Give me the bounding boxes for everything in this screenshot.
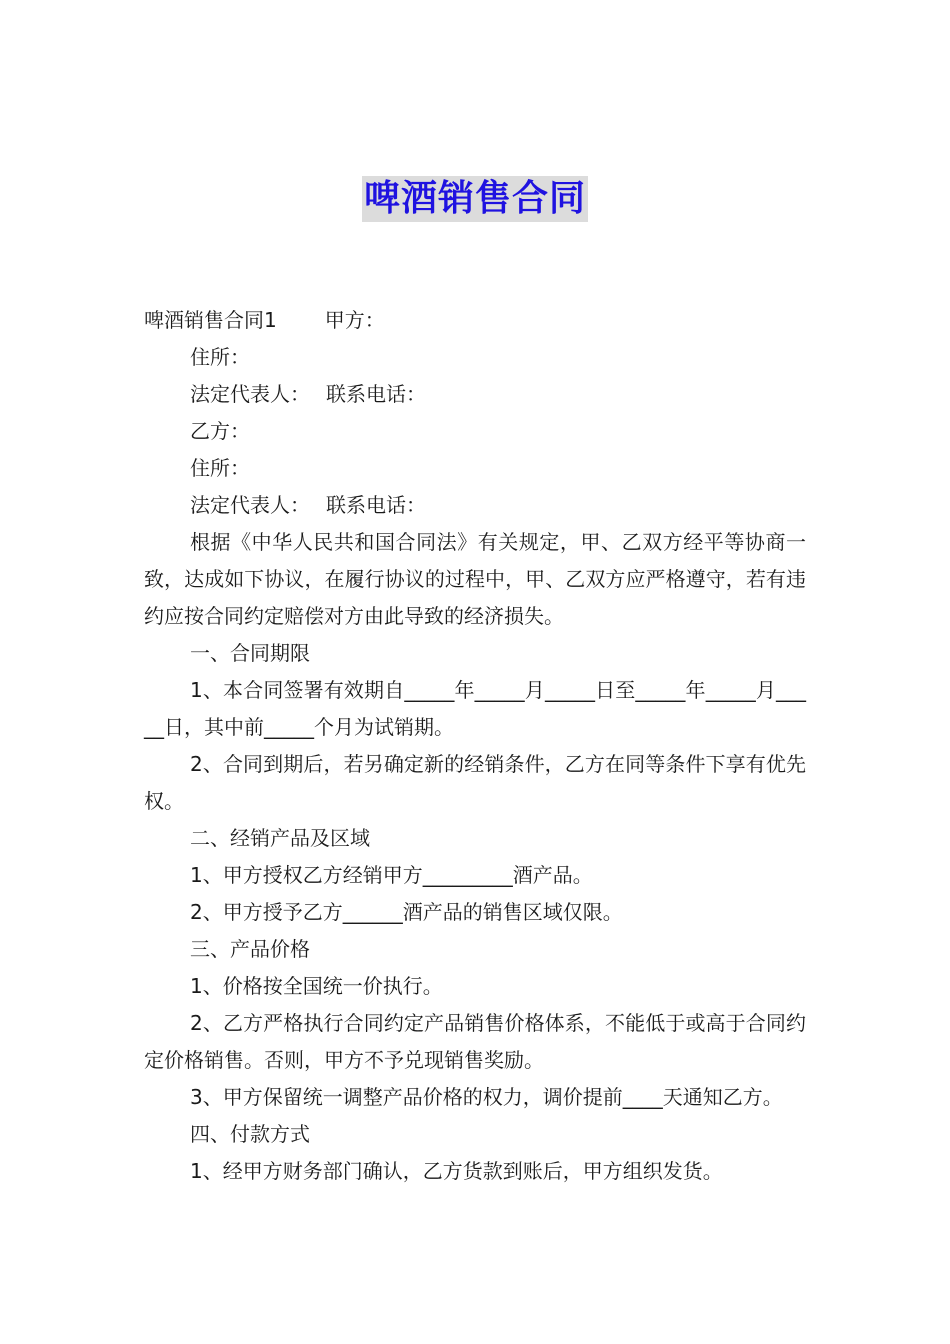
clause-price-3: 3、甲方保留统一调整产品价格的权力，调价提前____天通知乙方。 <box>190 1085 783 1109</box>
section-heading-products: 二、经销产品及区域 <box>190 826 370 850</box>
party-b-address: 住所： <box>190 456 250 480</box>
party-b-contact-line <box>144 487 806 524</box>
clause-products-1: 1、甲方授权乙方经销甲方_________酒产品。 <box>190 863 593 887</box>
party-a-legal-rep: 法定代表人： <box>190 382 310 406</box>
clause-payment-1: 1、经甲方财务部门确认，乙方货款到账后，甲方组织发货。 <box>190 1159 723 1183</box>
party-b-legal-rep: 法定代表人： <box>190 493 310 517</box>
clause-term-1: 1、本合同签署有效期自_____年_____月_____日至_____年_____月_____日，其中前_____个月为试销期。 <box>144 678 806 739</box>
party-a-label: 甲方： <box>324 308 385 332</box>
party-a-line <box>144 302 806 339</box>
title-container <box>0 176 950 222</box>
document-title: 啤酒销售合同 <box>362 176 588 222</box>
section-heading-payment: 四、付款方式 <box>190 1122 310 1146</box>
clause-term-2: 2、合同到期后，若另确定新的经销条件，乙方在同等条件下享有优先权。 <box>144 752 806 813</box>
document-body <box>144 302 806 1190</box>
clause-products-2: 2、甲方授予乙方______酒产品的销售区域仅限。 <box>190 900 623 924</box>
party-a-phone: 联系电话： <box>326 382 426 406</box>
section-heading-price: 三、产品价格 <box>190 937 310 961</box>
party-b-label: 乙方： <box>190 419 250 443</box>
section-heading-term: 一、合同期限 <box>190 641 310 665</box>
clause-price-2: 2、乙方严格执行合同约定产品销售价格体系，不能低于或高于合同约定价格销售。否则，甲方不予兑现销售奖励。 <box>144 1011 806 1072</box>
contract-heading: 啤酒销售合同1 <box>144 308 277 332</box>
clause-price-1: 1、价格按全国统一价执行。 <box>190 974 443 998</box>
party-a-address: 住所： <box>190 345 250 369</box>
paragraph-preamble: 根据《中华人民共和国合同法》有关规定，甲、乙双方经平等协商一致，达成如下协议，在履行协议的过程中，甲、乙双方应严格遵守，若有违约应按合同约定赔偿对方由此导致的经济损失。 <box>144 530 806 628</box>
party-b-phone: 联系电话： <box>326 493 426 517</box>
party-a-contact-line <box>144 376 806 413</box>
